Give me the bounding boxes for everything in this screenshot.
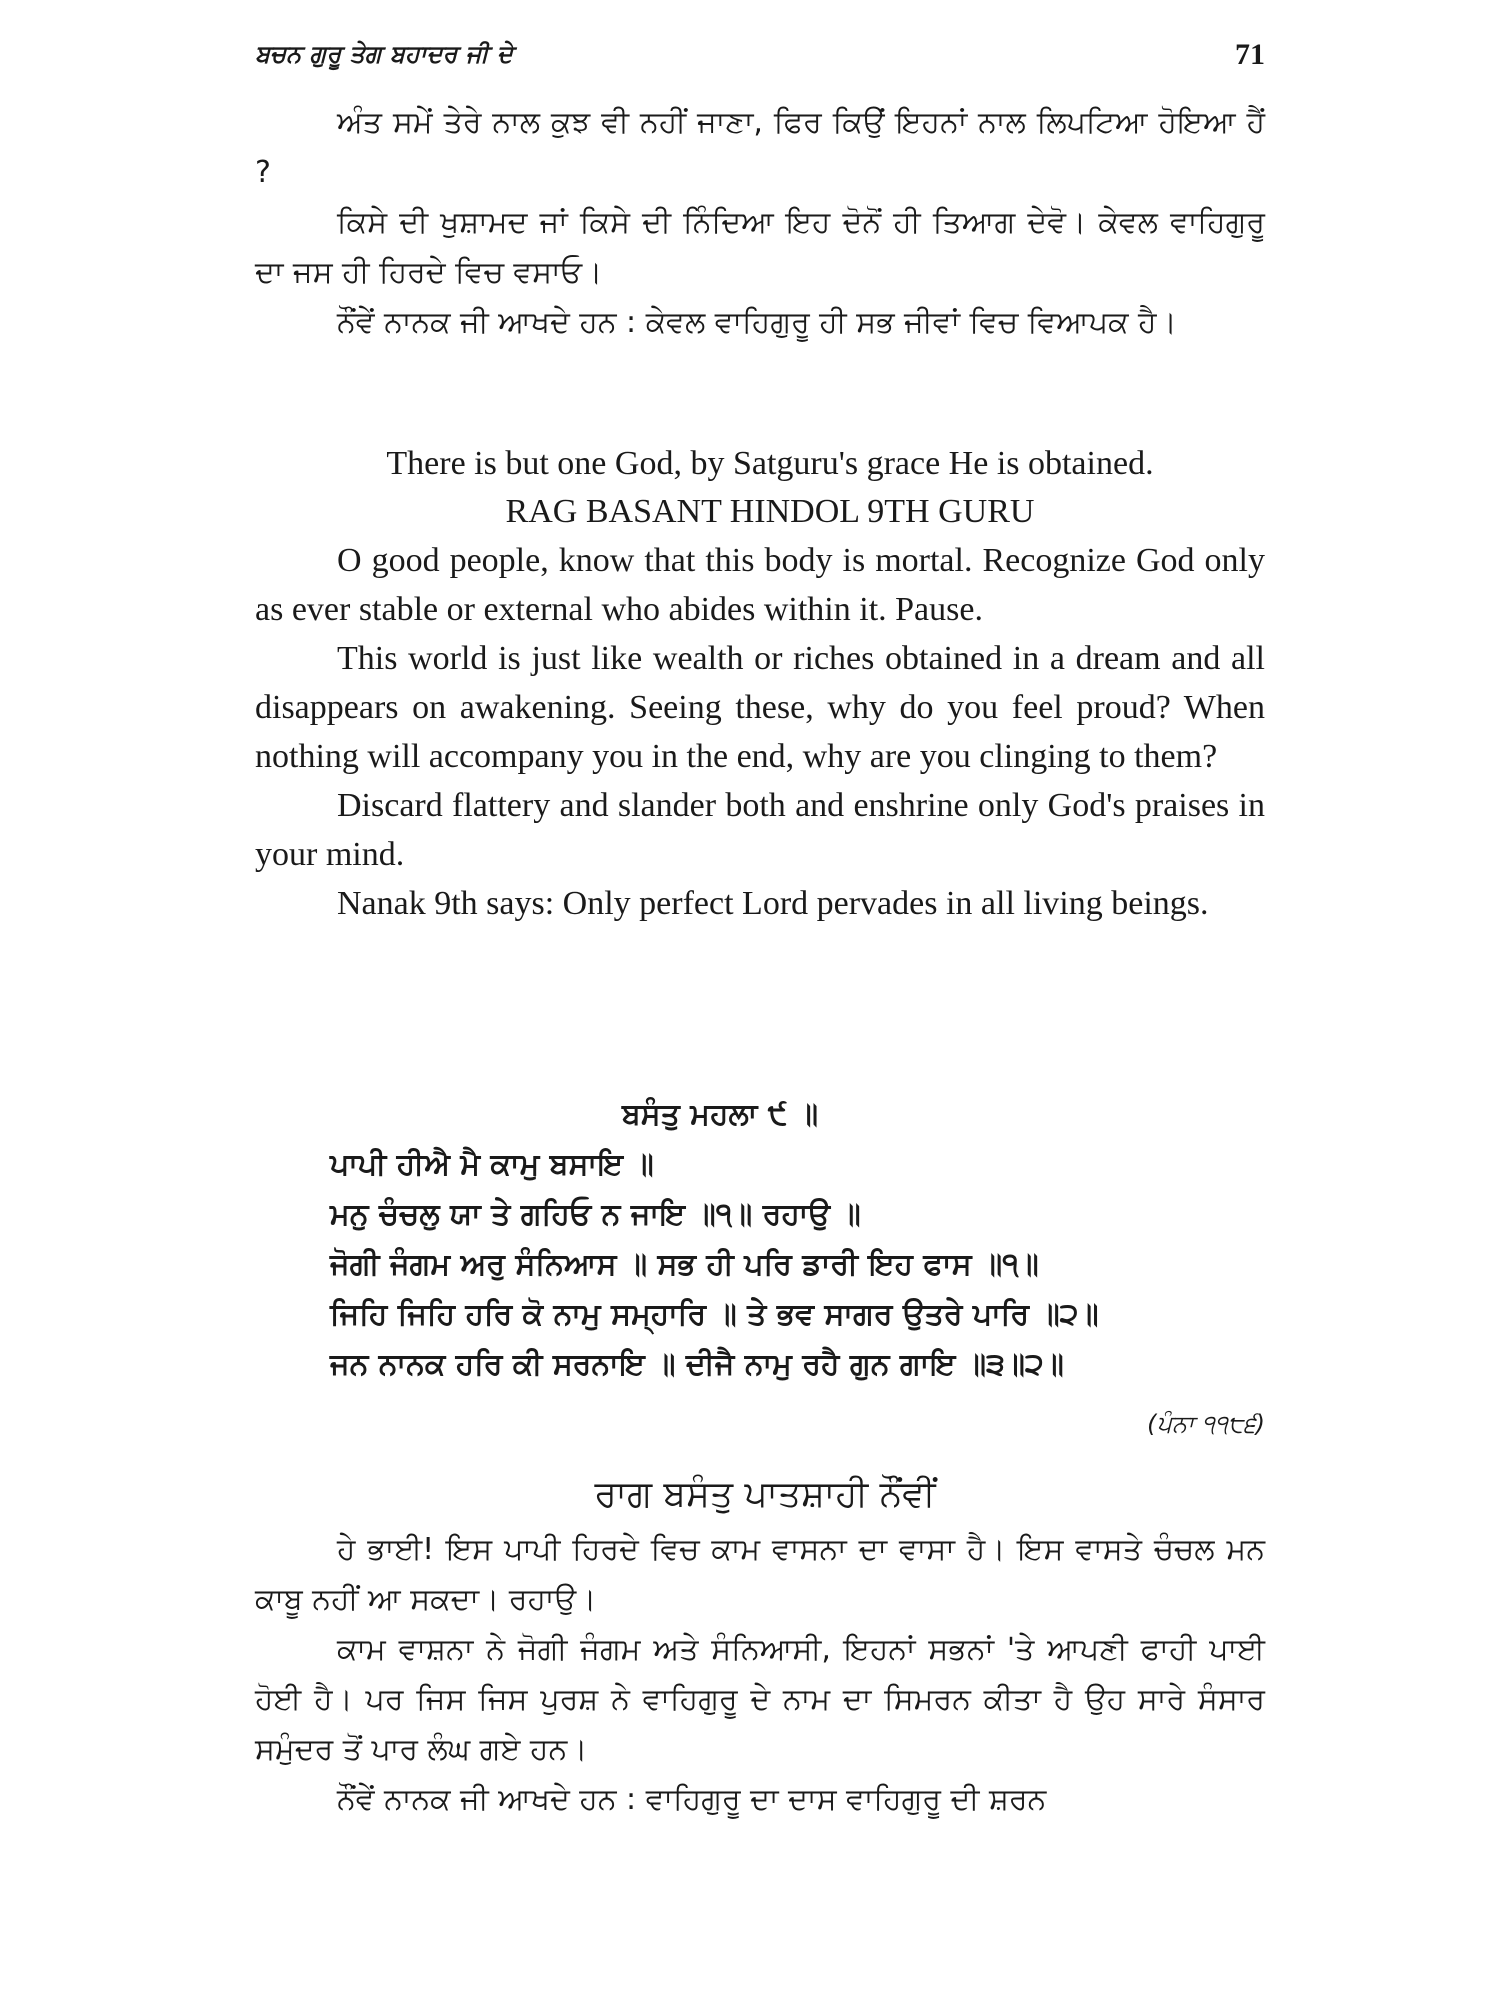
english-paragraph: This world is just like wealth or riches obtained in a dream and all disappears on awakening. Seeing these, why do you feel proud? When nothing will accompany you in the end, why are you clinging to them?: [255, 640, 1265, 775]
punjabi-paragraph: ਅੰਤ ਸਮੇਂ ਤੇਰੇ ਨਾਲ ਕੁਝ ਵੀ ਨਹੀਂ ਜਾਣਾ, ਫਿਰ ਕਿਉਂ ਇਹਨਾਂ ਨਾਲ ਲਿਪਟਿਆ ਹੋਇਆ ਹੈਂ ?: [255, 105, 1265, 190]
english-paragraph: Nanak 9th says: Only perfect Lord pervades in all living beings.: [337, 885, 1209, 922]
verse-line: ਜੋਗੀ ਜੰਗਮ ਅਰੁ ਸੰਨਿਆਸ ॥ ਸਭ ਹੀ ਪਰਿ ਡਾਰੀ ਇਹ ਫਾਸ ॥੧॥: [330, 1247, 1039, 1282]
verse-title: ਬਸੰਤੁ ਮਹਲਾ ੯ ॥: [621, 1097, 819, 1132]
verse-line: ਜਨ ਨਾਨਕ ਹਰਿ ਕੀ ਸਰਨਾਇ ॥ ਦੀਜੈ ਨਾਮੁ ਰਹੈ ਗੁਨ ਗਾਇ ॥੩॥੨॥: [330, 1347, 1064, 1382]
page-number: 71: [1235, 38, 1265, 71]
english-paragraph: O good people, know that this body is mortal. Recognize God only as ever stable or external who abides within it. Pause.: [255, 542, 1265, 628]
verse-line: ਮਨੁ ਚੰਚਲੁ ਯਾ ਤੇ ਗਹਿਓ ਨ ਜਾਇ ॥੧॥ ਰਹਾਉ ॥: [330, 1197, 861, 1232]
page-reference: (ਪੰਨਾ ੧੧੮੬): [1147, 1410, 1265, 1438]
punjabi-heading: ਰਾਗ ਬਸੰਤੁ ਪਾਤਸ਼ਾਹੀ ਨੌਂਵੀਂ: [594, 1474, 936, 1515]
english-paragraph: Discard flattery and slander both and enshrine only God's praises in your mind.: [255, 787, 1265, 873]
punjabi-paragraph: ਕਿਸੇ ਦੀ ਖੁਸ਼ਾਮਦ ਜਾਂ ਕਿਸੇ ਦੀ ਨਿੰਦਿਆ ਇਹ ਦੋਨੋਂ ਹੀ ਤਿਆਗ ਦੇਵੋ। ਕੇਵਲ ਵਾਹਿਗੁਰੂ ਦਾ ਜਸ ਹੀ ਹਿਰਦੇ ਵਿਚ ਵਸਾਓ।: [255, 205, 1265, 290]
punjabi-paragraph: ਨੌਂਵੇਂ ਨਾਨਕ ਜੀ ਆਖਦੇ ਹਨ : ਕੇਵਲ ਵਾਹਿਗੁਰੂ ਹੀ ਸਭ ਜੀਵਾਂ ਵਿਚ ਵਿਆਪਕ ਹੈ।: [337, 305, 1177, 340]
gurbani-verse: [330, 1090, 1230, 1390]
running-head: ਬਚਨ ਗੁਰੂ ਤੇਗ ਬਹਾਦਰ ਜੀ ਦੇ: [255, 40, 513, 68]
english-heading: RAG BASANT HINDOL 9TH GURU: [505, 493, 1035, 530]
punjabi-paragraph: ਕਾਮ ਵਾਸ਼ਨਾ ਨੇ ਜੋਗੀ ਜੰਗਮ ਅਤੇ ਸੰਨਿਆਸੀ, ਇਹਨਾਂ ਸਭਨਾਂ 'ਤੇ ਆਪਣੀ ਫਾਹੀ ਪਾਈ ਹੋਈ ਹੈ। ਪਰ ਜਿਸ ਜਿਸ ਪੁਰਸ਼ ਨੇ ਵਾਹਿਗੁਰੂ ਦੇ ਨਾਮ ਦਾ ਸਿਮਰਨ ਕੀਤਾ ਹੈ ਉਹ ਸਾਰੇ ਸੰਸਾਰ ਸਮੁੰਦਰ ਤੋਂ ਪਾਰ ਲੰਘ ਗਏ ਹਨ।: [255, 1632, 1265, 1767]
page-header: [255, 38, 1265, 78]
verse-line: ਪਾਪੀ ਹੀਐ ਮੈ ਕਾਮੁ ਬਸਾਇ ॥: [330, 1147, 654, 1182]
punjabi-paragraph: ਨੌਂਵੇਂ ਨਾਨਕ ਜੀ ਆਖਦੇ ਹਨ : ਵਾਹਿਗੁਰੂ ਦਾ ਦਾਸ ਵਾਹਿਗੁਰੂ ਦੀ ਸ਼ਰਨ: [337, 1782, 1047, 1817]
english-translation-section: [255, 440, 1265, 928]
invocation-line: There is but one God, by Satguru's grace He is obtained.: [386, 445, 1154, 482]
punjabi-paragraph: ਹੇ ਭਾਈ! ਇਸ ਪਾਪੀ ਹਿਰਦੇ ਵਿਚ ਕਾਮ ਵਾਸਨਾ ਦਾ ਵਾਸਾ ਹੈ। ਇਸ ਵਾਸਤੇ ਚੰਚਲ ਮਨ ਕਾਬੂ ਨਹੀਂ ਆ ਸਕਦਾ। ਰਹਾਉ।: [255, 1532, 1265, 1617]
bottom-punjabi-section: [255, 1465, 1265, 1825]
verse-line: ਜਿਹਿ ਜਿਹਿ ਹਰਿ ਕੋ ਨਾਮੁ ਸਮ੍ਹਾਰਿ ॥ ਤੇ ਭਵ ਸਾਗਰ ਉਤਰੇ ਪਾਰਿ ॥੨॥: [330, 1297, 1099, 1332]
top-punjabi-section: [255, 98, 1265, 348]
